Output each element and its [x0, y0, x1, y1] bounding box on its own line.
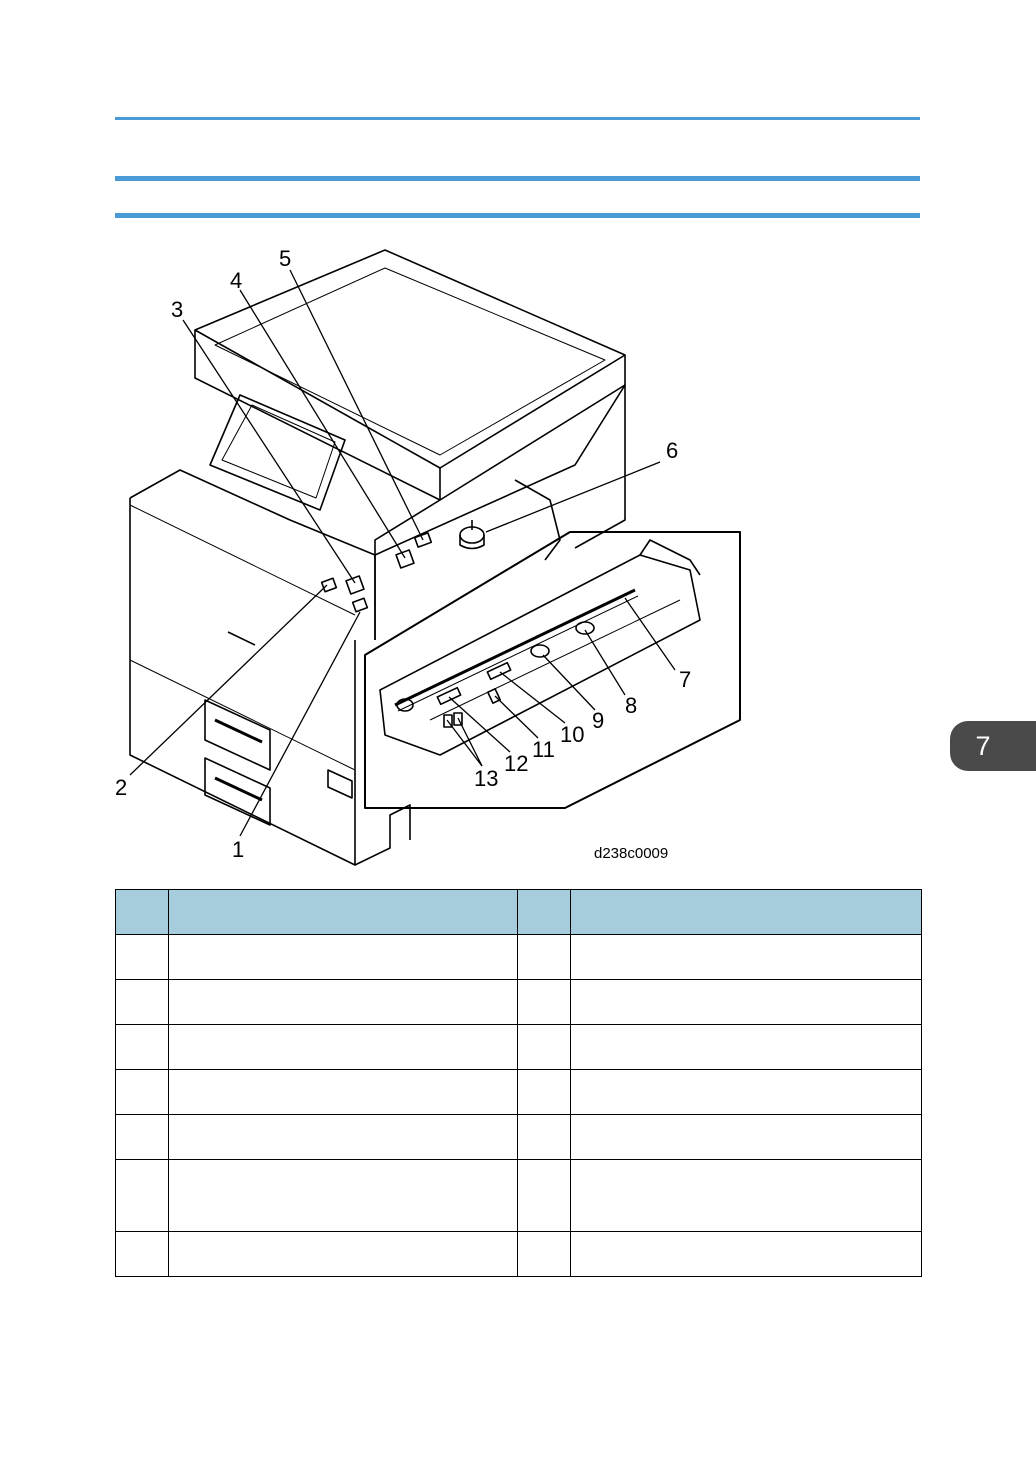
leader-5	[290, 270, 423, 540]
callout-11: 11	[532, 737, 555, 762]
table-cell	[116, 1232, 169, 1277]
table-cell	[169, 1232, 518, 1277]
scanner-glass	[215, 268, 605, 455]
callout-12: 12	[504, 751, 529, 776]
table-cell	[571, 1070, 922, 1115]
body-right-upper	[375, 385, 625, 555]
callout-7: 7	[679, 667, 692, 692]
header-cell	[169, 890, 518, 935]
body-top-edge	[130, 470, 375, 640]
callout-4: 4	[230, 268, 243, 293]
leader-13b	[458, 718, 482, 766]
leader-2	[130, 585, 327, 775]
parts-table	[115, 889, 922, 1277]
callout-3: 3	[171, 297, 184, 322]
scanner-front	[440, 355, 625, 500]
table-cell	[518, 935, 571, 980]
table-cell	[116, 1160, 169, 1232]
table-row	[116, 935, 922, 980]
chapter-number: 7	[975, 730, 991, 761]
leader-7	[625, 598, 675, 670]
leader-10	[500, 672, 565, 723]
table-cell	[169, 935, 518, 980]
header-cell	[518, 890, 571, 935]
table-cell	[571, 935, 922, 980]
chapter-tab	[950, 721, 1036, 771]
table-cell	[169, 1160, 518, 1232]
fusing-unit	[380, 555, 700, 755]
table-cell	[518, 1025, 571, 1070]
header-cell	[571, 890, 922, 935]
header-cell	[116, 890, 169, 935]
table-cell	[571, 1025, 922, 1070]
leader-11	[495, 696, 538, 738]
table-header-row	[116, 890, 922, 935]
callout-2: 2	[115, 775, 128, 800]
callout-6: 6	[666, 438, 679, 463]
table-cell	[116, 1025, 169, 1070]
table-row	[116, 1025, 922, 1070]
leader-9	[543, 655, 595, 710]
callout-5: 5	[279, 246, 292, 271]
figure-id-label: d238c0009	[594, 845, 669, 862]
table-row	[116, 980, 922, 1025]
table-row	[116, 1070, 922, 1115]
table-cell	[571, 1232, 922, 1277]
callout-9: 9	[592, 708, 605, 733]
table-cell	[116, 1115, 169, 1160]
table-cell	[518, 980, 571, 1025]
table-cell	[169, 980, 518, 1025]
table-row	[116, 1232, 922, 1277]
callout-8: 8	[625, 693, 638, 718]
paper-tray-2	[205, 758, 270, 825]
table-cell	[169, 1115, 518, 1160]
table-cell	[571, 1160, 922, 1232]
callout-1: 1	[232, 837, 245, 862]
table-cell	[169, 1025, 518, 1070]
table-cell	[571, 980, 922, 1025]
table-row	[116, 1160, 922, 1232]
table-cell	[571, 1115, 922, 1160]
leader-13a	[447, 720, 482, 766]
leader-4	[240, 290, 405, 558]
table-cell	[116, 980, 169, 1025]
paper-tray-1	[205, 700, 270, 770]
table-cell	[518, 1232, 571, 1277]
table-cell	[518, 1115, 571, 1160]
scanner-lid	[195, 250, 625, 468]
table-cell	[169, 1070, 518, 1115]
leader-6	[486, 462, 660, 532]
body-front	[130, 498, 355, 865]
table-cell	[116, 935, 169, 980]
callout-13: 13	[474, 766, 499, 791]
callout-10: 10	[560, 722, 585, 747]
table-row	[116, 1115, 922, 1160]
table-cell	[116, 1070, 169, 1115]
table-cell	[518, 1070, 571, 1115]
table-cell	[518, 1160, 571, 1232]
